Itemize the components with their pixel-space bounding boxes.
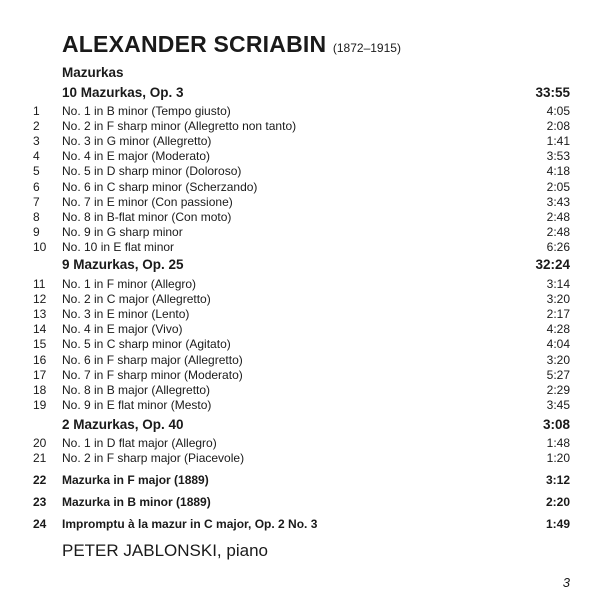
track-number: 18 — [33, 382, 47, 397]
section-title: 9 Mazurkas, Op. 25 — [62, 257, 184, 272]
track-number: 7 — [33, 194, 40, 209]
track-title: No. 9 in G sharp minor — [62, 224, 183, 239]
track-row — [0, 224, 600, 240]
track-time: 4:04 — [546, 337, 570, 352]
track-time: 2:17 — [546, 307, 570, 322]
track-title: No. 3 in G minor (Allegretto) — [62, 134, 212, 149]
track-number: 21 — [33, 451, 47, 466]
performer-credit: PETER JABLONSKI, piano — [62, 541, 268, 560]
track-number: 15 — [33, 337, 47, 352]
track-time: 3:12 — [545, 473, 570, 487]
track-title: No. 5 in C sharp minor (Agitato) — [62, 337, 231, 352]
track-title: No. 5 in D sharp minor (Doloroso) — [62, 164, 242, 179]
track-row — [0, 133, 600, 149]
track-time: 3:20 — [546, 352, 570, 367]
track-row — [0, 336, 600, 352]
track-row — [0, 239, 600, 255]
track-title: No. 4 in E major (Moderato) — [62, 149, 211, 164]
track-number: 11 — [33, 277, 46, 291]
track-title: No. 1 in D flat major (Allegro) — [62, 436, 217, 450]
track-time: 1:48 — [546, 436, 570, 450]
track-title: No. 2 in F sharp major (Piacevole) — [62, 451, 245, 466]
track-time: 2:05 — [546, 179, 570, 194]
track-time: 1:49 — [545, 517, 570, 531]
track-row — [0, 450, 600, 466]
album-subtitle: Mazurkas — [62, 65, 124, 80]
composer-dates: (1872–1915) — [332, 41, 401, 55]
track-time: 5:27 — [546, 367, 570, 382]
track-time: 2:48 — [546, 209, 570, 224]
section-header — [0, 416, 600, 434]
track-number: 2 — [33, 119, 40, 134]
track-number: 19 — [33, 397, 47, 412]
track-title: No. 8 in B-flat minor (Con moto) — [62, 209, 232, 224]
track-time: 2:29 — [546, 382, 570, 397]
track-time: 3:43 — [546, 194, 570, 209]
track-row — [0, 194, 600, 210]
track-title: No. 7 in F sharp minor (Moderato) — [62, 367, 243, 382]
track-row — [0, 148, 600, 164]
track-time: 6:26 — [546, 239, 570, 254]
track-number: 10 — [33, 239, 47, 254]
track-title: Impromptu à la mazur in C major, Op. 2 No. 3 — [62, 517, 318, 531]
track-row — [0, 352, 600, 368]
track-row — [0, 435, 600, 451]
section-title: 2 Mazurkas, Op. 40 — [62, 417, 184, 432]
track-time: 4:18 — [546, 164, 570, 179]
track-time: 3:20 — [546, 292, 570, 307]
track-title: Mazurka in F major (1889) — [62, 473, 209, 487]
track-row — [0, 367, 600, 383]
track-title: No. 7 in E minor (Con passione) — [62, 194, 233, 209]
page-number: 3 — [562, 575, 570, 590]
track-number: 12 — [33, 292, 47, 307]
track-number: 8 — [33, 209, 40, 224]
track-time: 3:53 — [546, 149, 570, 164]
track-number: 24 — [33, 517, 47, 531]
track-number: 6 — [33, 179, 40, 194]
track-title: No. 10 in E flat minor — [62, 239, 175, 254]
track-time: 4:28 — [546, 322, 570, 337]
track-title: No. 6 in F sharp major (Allegretto) — [62, 352, 243, 367]
track-title: No. 8 in B major (Allegretto) — [62, 382, 211, 397]
track-row — [0, 494, 600, 510]
track-title: No. 9 in E flat minor (Mesto) — [62, 397, 212, 412]
track-time: 3:14 — [546, 277, 570, 291]
track-time: 2:48 — [546, 224, 570, 239]
track-row — [0, 209, 600, 225]
composer-name: ALEXANDER SCRIABIN — [62, 31, 327, 57]
track-title: No. 1 in F minor (Allegro) — [62, 277, 197, 291]
track-number: 22 — [33, 473, 47, 487]
track-time: 1:20 — [546, 451, 570, 466]
track-time: 2:08 — [546, 119, 570, 134]
track-number: 17 — [33, 367, 47, 382]
track-number: 23 — [33, 495, 47, 509]
track-title: No. 3 in E minor (Lento) — [62, 307, 190, 322]
track-row — [0, 321, 600, 337]
track-time: 3:45 — [546, 397, 570, 412]
track-number: 16 — [33, 352, 47, 367]
track-title: No. 2 in F sharp minor (Allegretto non tanto) — [62, 119, 297, 134]
track-row — [0, 103, 600, 119]
track-row — [0, 163, 600, 179]
composer-heading — [62, 31, 401, 58]
track-number: 14 — [33, 322, 47, 337]
track-title: No. 2 in C major (Allegretto) — [62, 292, 211, 307]
track-time: 4:05 — [546, 104, 570, 118]
track-row — [0, 118, 600, 134]
section-time: 3:08 — [542, 417, 570, 432]
track-title: No. 1 in B minor (Tempo giusto) — [62, 104, 231, 118]
track-row — [0, 472, 600, 488]
track-row — [0, 306, 600, 322]
track-time: 1:41 — [546, 134, 570, 149]
section-header — [0, 84, 600, 102]
track-title: No. 4 in E major (Vivo) — [62, 322, 183, 337]
track-number: 20 — [33, 436, 47, 450]
track-row — [0, 397, 600, 413]
track-time: 2:20 — [545, 495, 570, 509]
track-title: Mazurka in B minor (1889) — [62, 495, 211, 509]
track-number: 3 — [33, 134, 40, 149]
section-time: 32:24 — [535, 257, 570, 272]
track-number: 1 — [33, 104, 40, 118]
track-row — [0, 291, 600, 307]
section-header — [0, 256, 600, 274]
track-row — [0, 516, 600, 532]
track-title: No. 6 in C sharp minor (Scherzando) — [62, 179, 258, 194]
track-number: 13 — [33, 307, 47, 322]
track-number: 5 — [33, 164, 40, 179]
section-time: 33:55 — [535, 85, 570, 100]
track-row — [0, 382, 600, 398]
track-row — [0, 276, 600, 292]
section-title: 10 Mazurkas, Op. 3 — [62, 85, 184, 100]
track-number: 4 — [33, 149, 40, 164]
track-number: 9 — [33, 224, 40, 239]
track-row — [0, 179, 600, 195]
